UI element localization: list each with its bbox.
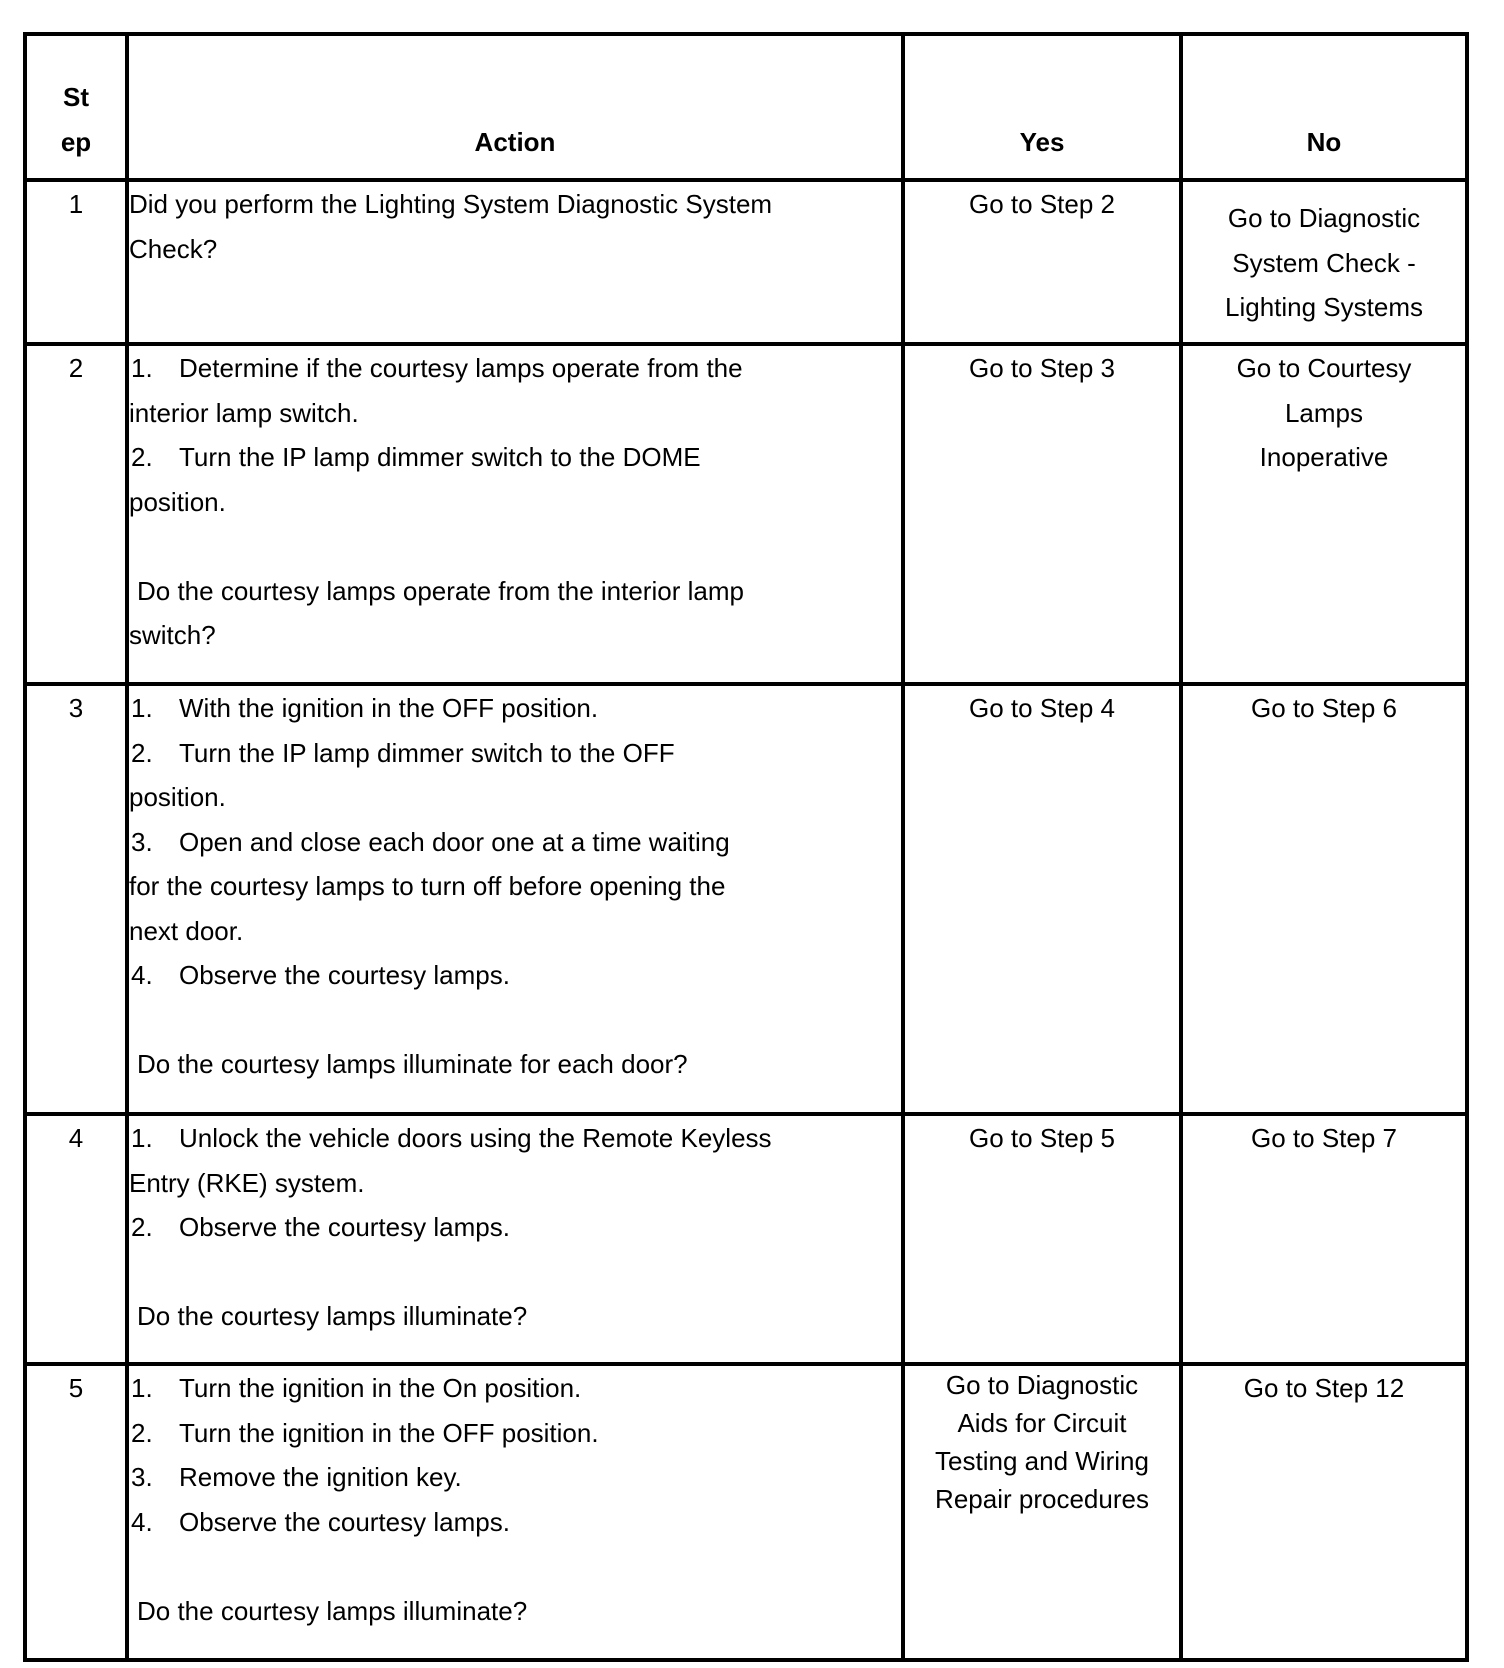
action-cell [127,344,903,684]
header-row [25,34,1467,180]
table-row [25,180,1467,344]
yes-cell [903,1364,1181,1660]
yes-cell [903,684,1181,1114]
header-no: No [1181,34,1467,180]
question-line: Do the courtesy lamps illuminate? [137,1301,528,1331]
yes-result: Go to Step 3 [969,353,1115,383]
yes-result: Repair procedures [935,1484,1149,1514]
step-number: 5 [25,1364,127,1660]
step-number: 3 [25,684,127,1114]
action-line: 3. Open and close each door one at a time waiting [131,826,730,857]
question-line: Do the courtesy lamps illuminate? [137,1595,528,1626]
action-line: Check? [129,233,218,264]
table-row [25,1364,1467,1660]
header-action: Action [127,34,903,180]
table-row [25,1114,1467,1364]
header-yes: Yes [903,34,1181,180]
no-result: Go to Courtesy [1236,353,1412,383]
no-cell [1181,344,1467,684]
action-line: interior lamp switch. [129,397,359,428]
no-cell [1181,1114,1467,1364]
yes-result: Aids for Circuit [957,1408,1127,1438]
action-line: for the courtesy lamps to turn off before opening the [129,871,726,901]
question-line: Do the courtesy lamps operate from the interior lamp [137,575,744,606]
action-cell [127,1364,903,1660]
action-cell [127,180,903,344]
yes-result: Go to Step 2 [969,189,1115,219]
action-line: 2. Turn the ignition in the OFF position. [131,1417,599,1448]
action-line: 2. Observe the courtesy lamps. [131,1212,510,1242]
action-line: 4. Observe the courtesy lamps. [131,1506,510,1537]
yes-cell [903,180,1181,344]
action-line: 3. Remove the ignition key. [131,1462,462,1492]
action-line: 1. With the ignition in the OFF position. [131,693,599,723]
action-line: 2. Turn the IP lamp dimmer switch to the DOME [131,442,701,472]
question-line: Do the courtesy lamps illuminate for each door? [137,1049,688,1079]
no-result: Lamps [1284,397,1364,428]
spacer [129,524,901,569]
action-cell [127,684,903,1114]
action-line: next door. [129,915,244,946]
action-line: Entry (RKE) system. [129,1167,365,1198]
table-row [25,684,1467,1114]
no-result: Go to Step 7 [1251,1123,1397,1153]
no-result: Inoperative [1259,442,1389,472]
yes-cell [903,1114,1181,1364]
no-result: Lighting Systems [1225,292,1423,322]
diagnostic-table [23,32,1469,1662]
no-result: System Check - [1232,247,1416,278]
spacer [129,1544,901,1589]
yes-result: Testing and Wiring [935,1446,1149,1476]
yes-result: Go to Step 4 [969,693,1115,723]
header-step [25,34,127,180]
action-line: 1. Determine if the courtesy lamps operate from the [131,353,743,383]
question-line: switch? [129,620,216,650]
step-number: 2 [25,344,127,684]
action-line: position. [129,782,226,812]
no-result: Go to Step 6 [1251,693,1397,723]
header-step-line2: ep [60,126,92,157]
no-cell [1181,180,1467,344]
action-line: position. [129,486,226,517]
step-number: 4 [25,1114,127,1364]
action-line: 1. Turn the ignition in the On position. [131,1373,582,1403]
no-cell [1181,1364,1467,1660]
action-line: 4. Observe the courtesy lamps. [131,960,510,990]
action-line: 1. Unlock the vehicle doors using the Remote Keyless [131,1123,772,1153]
yes-cell [903,344,1181,684]
yes-result: Go to Step 5 [969,1123,1115,1153]
action-line: Did you perform the Lighting System Diagnostic System [129,189,773,219]
no-cell [1181,684,1467,1114]
action-cell [127,1114,903,1364]
action-line: 2. Turn the IP lamp dimmer switch to the OFF [131,737,675,768]
no-result: Go to Step 12 [1243,1373,1405,1403]
yes-result: Go to Diagnostic [945,1370,1139,1400]
header-step-line1: St [63,82,89,112]
no-result: Go to Diagnostic [1227,203,1421,233]
spacer [129,1250,901,1295]
table-row [25,344,1467,684]
spacer [129,998,901,1043]
step-number: 1 [25,180,127,344]
